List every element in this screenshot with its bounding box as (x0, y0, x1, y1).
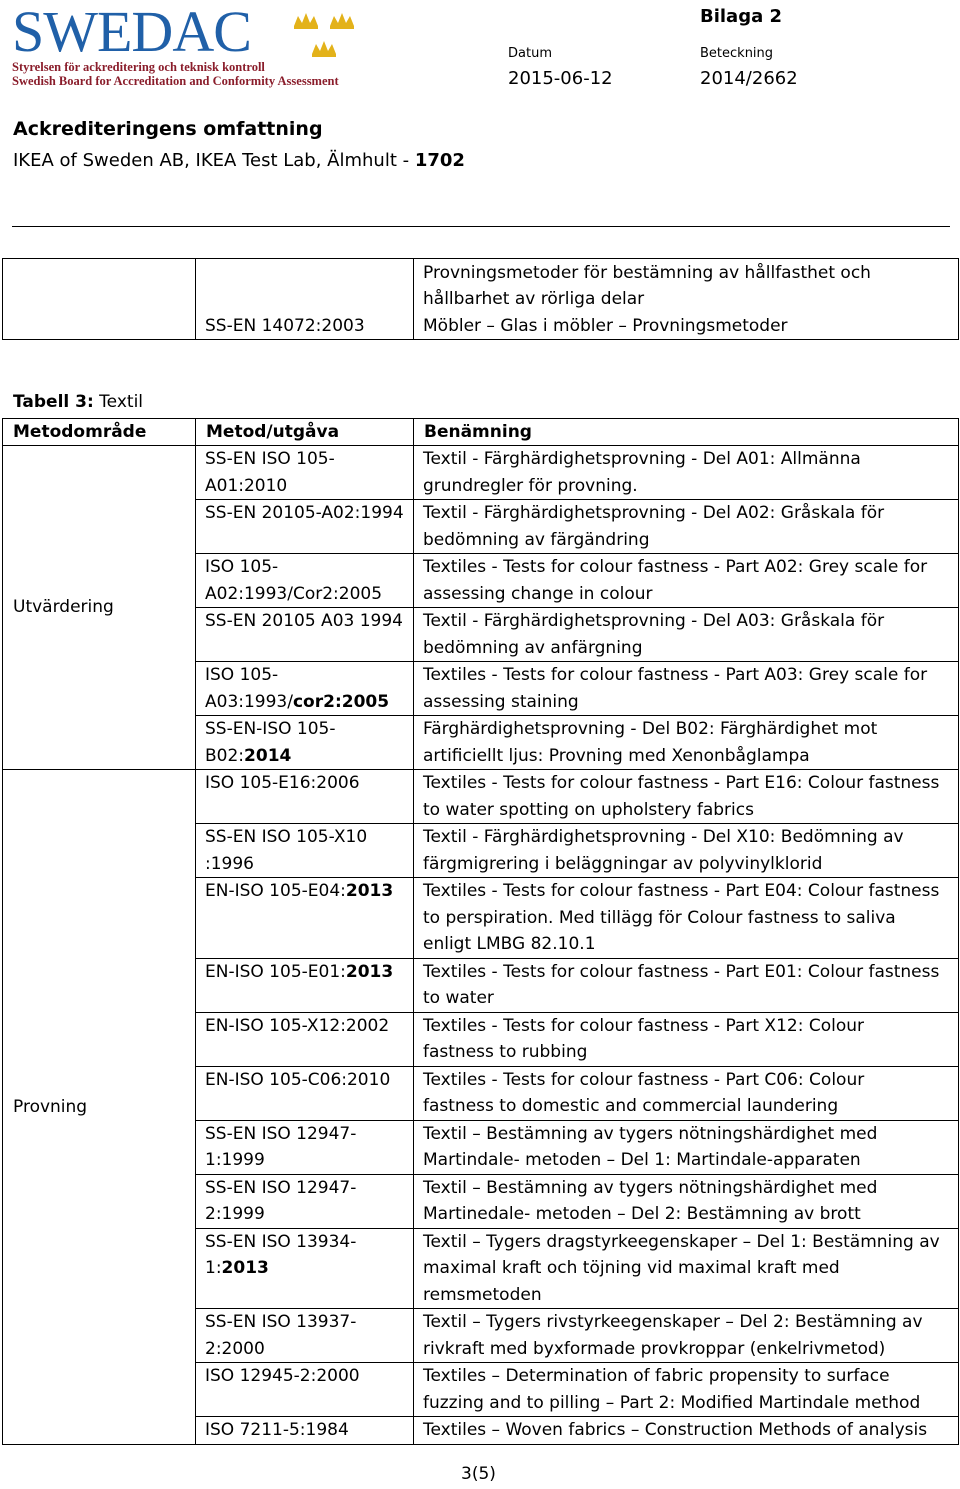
method-cell: SS-EN 14072:2003 (196, 259, 414, 340)
reference-label: Beteckning (700, 46, 774, 61)
method-text: ISO 105- (205, 557, 279, 577)
method-cell (196, 878, 414, 959)
name-cell (414, 1417, 959, 1445)
name-line: Textil – Bestämning av tygers nötningshärdighet med (423, 1123, 878, 1144)
method-text: SS-EN 20105 A03 1994 (205, 611, 403, 631)
name-line: grundregler för provning. (423, 475, 638, 496)
name-line: Textiles - Tests for colour fastness - Part C06: Colour (423, 1069, 865, 1090)
table-row (3, 770, 959, 824)
name-line: to water spotting on upholstery fabrics (423, 799, 754, 820)
name-line: Textil - Färghärdighetsprovning - Del A03: Gråskala för (423, 611, 885, 631)
header-divider (12, 226, 950, 227)
method-edition: cor2:2005 (292, 691, 390, 712)
method-text: 2:2000 (205, 1338, 265, 1359)
method-text: B02: (205, 745, 245, 766)
name-line: remsmetoden (423, 1284, 542, 1305)
column-header-name: Benämning (414, 419, 959, 446)
name-cell (414, 1066, 959, 1120)
name-line: fastness to domestic and commercial laundering (423, 1096, 839, 1116)
method-line (205, 1121, 405, 1148)
area-cell (3, 259, 196, 340)
method-text: EN-ISO 105-X12:2002 (205, 1015, 390, 1036)
name-line: Färghärdighetsprovning - Del B02: Färghärdighet mot (423, 719, 878, 739)
previous-table (2, 258, 959, 340)
method-line (205, 554, 405, 581)
table-caption-text: Textil (93, 392, 144, 412)
method-edition: 2013 (345, 881, 394, 901)
method-text: :1996 (205, 853, 254, 874)
name-cell (414, 716, 959, 770)
method-text: SS-EN ISO 13934- (205, 1231, 357, 1252)
name-line: Textil - Färghärdighetsprovning - Del A01: Allmänna (423, 449, 861, 469)
method-text: A01:2010 (205, 475, 288, 496)
date-label: Datum (508, 46, 552, 61)
method-cell (196, 446, 414, 500)
method-text: 2:1999 (205, 1204, 265, 1224)
method-text: ISO 12945-2:2000 (205, 1366, 360, 1386)
name-line: assessing staining (423, 691, 579, 712)
method-cell (196, 1012, 414, 1066)
name-line: to perspiration. Med tillägg för Colour fastness to saliva (423, 907, 896, 928)
logo-line-2: Swedish Board for Accreditation and Conformity Assessment (12, 74, 339, 88)
method-line (205, 608, 405, 635)
method-line (205, 1255, 405, 1282)
swedac-logo (12, 0, 357, 90)
scope-title: Ackrediteringens omfattning (13, 118, 323, 140)
method-text: A03:1993/ (205, 691, 293, 712)
name-line: Textiles – Determination of fabric propensity to surface (423, 1366, 890, 1386)
column-header-method: Metod/utgåva (196, 419, 414, 446)
method-line (205, 1229, 405, 1256)
table-row (3, 446, 959, 500)
three-crowns-icon (290, 10, 362, 58)
method-text: A02:1993/Cor2:2005 (205, 583, 383, 604)
name-cell (414, 770, 959, 824)
method-text: EN-ISO 105-E01: (205, 961, 346, 982)
method-edition: 2014 (244, 745, 292, 766)
method-line (205, 1067, 405, 1094)
name-line: Textiles - Tests for colour fastness - Part A02: Grey scale for (423, 557, 928, 577)
method-text: SS-EN 20105-A02:1994 (205, 503, 404, 523)
method-text: ISO 105- (205, 665, 279, 685)
method-cell (196, 554, 414, 608)
name-cell (414, 1228, 959, 1309)
method-line (205, 500, 405, 527)
table-header-row (3, 419, 959, 446)
method-cell (196, 1066, 414, 1120)
method-text: SS-EN ISO 105-X10 (205, 827, 368, 847)
date-value: 2015-06-12 (508, 68, 613, 89)
organization-name: IKEA of Sweden AB, IKEA Test Lab, Älmhult - (13, 150, 415, 171)
method-text: ISO 7211-5:1984 (205, 1420, 349, 1440)
name-line: fastness to rubbing (423, 1042, 588, 1062)
method-text: EN-ISO 105-C06:2010 (205, 1069, 391, 1090)
method-line (205, 1147, 405, 1174)
method-cell (196, 958, 414, 1012)
name-line: Textil - Färghärdighetsprovning - Del X10: Bedömning av (423, 827, 904, 847)
table-caption-label: Tabell 3: (13, 392, 94, 412)
name-line: artificiellt ljus: Provning med Xenonbåglampa (423, 745, 810, 766)
method-text: ISO 105-E16:2006 (205, 773, 360, 793)
name-line: Textiles - Tests for colour fastness - Part E04: Colour fastness (423, 881, 940, 901)
method-cell (196, 1363, 414, 1417)
name-line: bedömning av färgändring (423, 529, 650, 550)
method-line (205, 446, 405, 473)
method-edition: 2013 (221, 1258, 269, 1278)
name-cell (414, 1012, 959, 1066)
name-line: assessing change in colour (423, 583, 653, 604)
name-line: Textiles - Tests for colour fastness - Part X12: Colour (423, 1015, 864, 1036)
name-line: Möbler – Glas i möbler – Provningsmetoder (423, 315, 788, 336)
name-line: Textiles – Woven fabrics – Construction Methods of analysis (423, 1420, 928, 1440)
method-area-cell: Utvärdering (3, 446, 196, 770)
name-line: maximal kraft och töjning vid maximal kraft med (423, 1258, 840, 1278)
name-cell (414, 500, 959, 554)
name-cell (414, 878, 959, 959)
name-cell (414, 554, 959, 608)
method-text: 1:1999 (205, 1150, 265, 1170)
method-text: SS-EN-ISO 105- (205, 719, 336, 739)
method-area-cell: Provning (3, 770, 196, 1445)
name-line: Textil – Tygers dragstyrkeegenskaper – Del 1: Bestämning av (423, 1231, 940, 1252)
method-text: SS-EN ISO 105- (205, 449, 335, 469)
table-row (3, 259, 959, 340)
method-line (205, 878, 405, 905)
method-text: EN-ISO 105-E04: (205, 881, 346, 901)
method-line (205, 1201, 405, 1228)
name-line: Provningsmetoder för bestämning av hållfasthet och (423, 262, 871, 283)
method-cell (196, 1120, 414, 1174)
name-line: hållbarhet av rörliga delar (423, 289, 645, 309)
column-header-area: Metodområde (3, 419, 196, 446)
method-line (205, 743, 405, 770)
method-cell (196, 500, 414, 554)
name-cell (414, 259, 959, 340)
method-line (205, 1363, 405, 1390)
name-line: bedömning av anfärgning (423, 637, 643, 658)
name-cell (414, 1120, 959, 1174)
name-line: Textiles - Tests for colour fastness - Part E16: Colour fastness (423, 773, 940, 793)
name-cell (414, 446, 959, 500)
name-line: Martinedale- metoden – Del 2: Bestämning av brott (423, 1204, 861, 1224)
organization-number: 1702 (414, 150, 465, 171)
name-cell (414, 1309, 959, 1363)
method-cell (196, 608, 414, 662)
name-line: rivkraft med byxformade provkroppar (enkelrivmetod) (423, 1338, 886, 1359)
name-line: Textil – Bestämning av tygers nötningshärdighet med (423, 1177, 878, 1198)
name-line: färgmigrering i beläggningar av polyvinylklorid (423, 853, 823, 874)
textile-methods-table (2, 418, 959, 1445)
method-cell (196, 1309, 414, 1363)
name-cell (414, 824, 959, 878)
name-line: Textil – Tygers rivstyrkeegenskaper – Del 2: Bestämning av (423, 1312, 923, 1332)
name-line: Textiles - Tests for colour fastness - Part A03: Grey scale for (423, 665, 928, 685)
method-cell (196, 770, 414, 824)
method-cell (196, 662, 414, 716)
method-line (205, 1175, 405, 1202)
method-line (205, 824, 405, 851)
method-line (205, 689, 405, 716)
method-line (205, 1336, 405, 1363)
method-cell (196, 824, 414, 878)
name-cell (414, 1363, 959, 1417)
name-cell (414, 608, 959, 662)
method-line (205, 851, 405, 878)
method-text: 1: (205, 1258, 222, 1278)
method-cell (196, 1417, 414, 1445)
method-text: SS-EN ISO 13937- (205, 1312, 357, 1332)
table-caption (13, 392, 143, 412)
name-cell (414, 662, 959, 716)
method-cell (196, 1174, 414, 1228)
name-cell (414, 958, 959, 1012)
logo-wordmark: SWEDAC (12, 0, 251, 64)
method-cell (196, 1228, 414, 1309)
name-line: fuzzing and to pilling – Part 2: Modified Martindale method (423, 1392, 921, 1413)
method-line (205, 1013, 405, 1040)
organization-line (13, 150, 465, 171)
name-line: enligt LMBG 82.10.1 (423, 934, 596, 954)
method-line (205, 662, 405, 689)
method-line (205, 581, 405, 608)
method-text: SS-EN ISO 12947- (205, 1123, 357, 1144)
method-line (205, 716, 405, 743)
method-line (205, 770, 405, 797)
page-number: 3(5) (461, 1464, 496, 1484)
name-line: Textiles - Tests for colour fastness - Part E01: Colour fastness (423, 961, 940, 982)
method-line (205, 1417, 405, 1444)
method-line (205, 1309, 405, 1336)
name-line: Textil - Färghärdighetsprovning - Del A02: Gråskala för (423, 503, 885, 523)
method-line (205, 959, 405, 986)
method-cell (196, 716, 414, 770)
method-edition: 2013 (345, 961, 394, 982)
name-line: Martindale- metoden – Del 1: Martindale-apparaten (423, 1150, 861, 1170)
reference-value: 2014/2662 (700, 68, 798, 89)
attachment-label: Bilaga 2 (700, 6, 783, 27)
logo-line-1: Styrelsen för ackreditering och teknisk kontroll (12, 60, 265, 74)
name-cell (414, 1174, 959, 1228)
method-line (205, 473, 405, 500)
name-line: to water (423, 988, 494, 1008)
method-text: SS-EN ISO 12947- (205, 1177, 357, 1198)
